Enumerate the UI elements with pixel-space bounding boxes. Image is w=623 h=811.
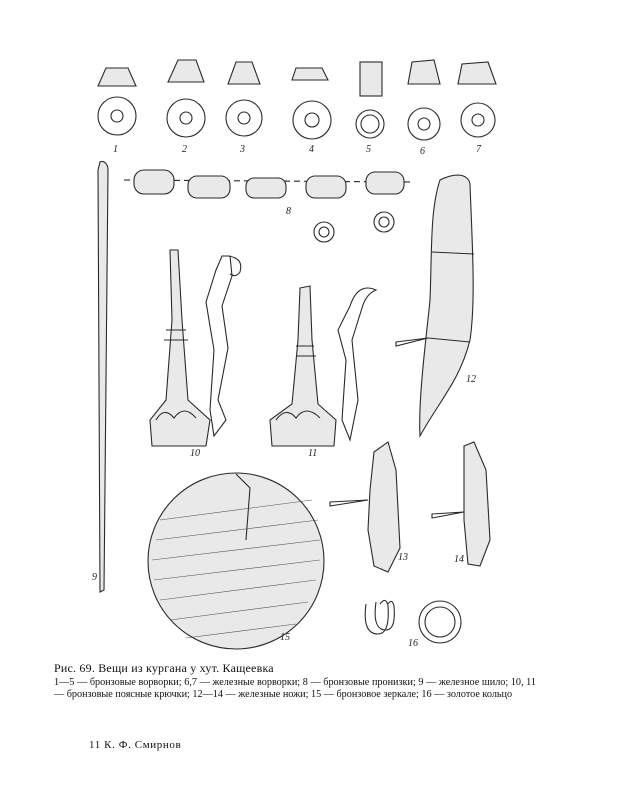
fig-num: 14 bbox=[454, 554, 464, 565]
caption-body: 1—5 — бронзовые ворворки; 6,7 — железные ворворки; 8 — бронзовые пронизки; 9 — железное шило; 10, 11 — бронзовые поясные крючки; 12—14 — железные ножи; 15 — бронзовое зеркале; 16 — золотое кольцо bbox=[54, 677, 536, 700]
knife-13 bbox=[330, 442, 400, 572]
bead-2 bbox=[167, 60, 205, 137]
fig-num: 2 bbox=[182, 144, 187, 155]
fig-num: 11 bbox=[308, 448, 318, 459]
fig-num: 1 bbox=[113, 144, 118, 155]
knife-14 bbox=[432, 442, 490, 566]
fig-num: 8 bbox=[286, 206, 291, 217]
fig-num: 7 bbox=[476, 144, 481, 155]
bead-3 bbox=[226, 62, 262, 136]
fig-num: 5 bbox=[366, 144, 371, 155]
bead-1 bbox=[98, 68, 136, 135]
fig-num: 9 bbox=[92, 572, 97, 583]
belt-hook-10 bbox=[150, 250, 241, 446]
knife-12 bbox=[396, 175, 474, 436]
gold-ring-16 bbox=[365, 600, 461, 643]
page-footer: 11 К. Ф. Смирнов bbox=[89, 739, 182, 751]
fig-num: 10 bbox=[190, 448, 200, 459]
bead-5 bbox=[356, 62, 384, 138]
figure-caption bbox=[54, 662, 536, 700]
fig-num: 4 bbox=[309, 144, 314, 155]
belt-hook-11 bbox=[270, 286, 376, 446]
awl-9 bbox=[98, 161, 108, 592]
caption-title: Рис. 69. Вещи из кургана у хут. Кащеевка bbox=[54, 661, 274, 675]
fig-num: 15 bbox=[280, 632, 290, 643]
bead-6 bbox=[408, 60, 440, 140]
bead-7 bbox=[458, 62, 496, 137]
fig-num: 3 bbox=[240, 144, 245, 155]
fig-num: 6 bbox=[420, 146, 425, 157]
mirror-15 bbox=[148, 473, 324, 649]
fig-num: 13 bbox=[398, 552, 408, 563]
fig-num: 12 bbox=[466, 374, 476, 385]
bead-4 bbox=[292, 68, 331, 139]
fig-num: 16 bbox=[408, 638, 418, 649]
tube-beads-8 bbox=[124, 170, 412, 242]
